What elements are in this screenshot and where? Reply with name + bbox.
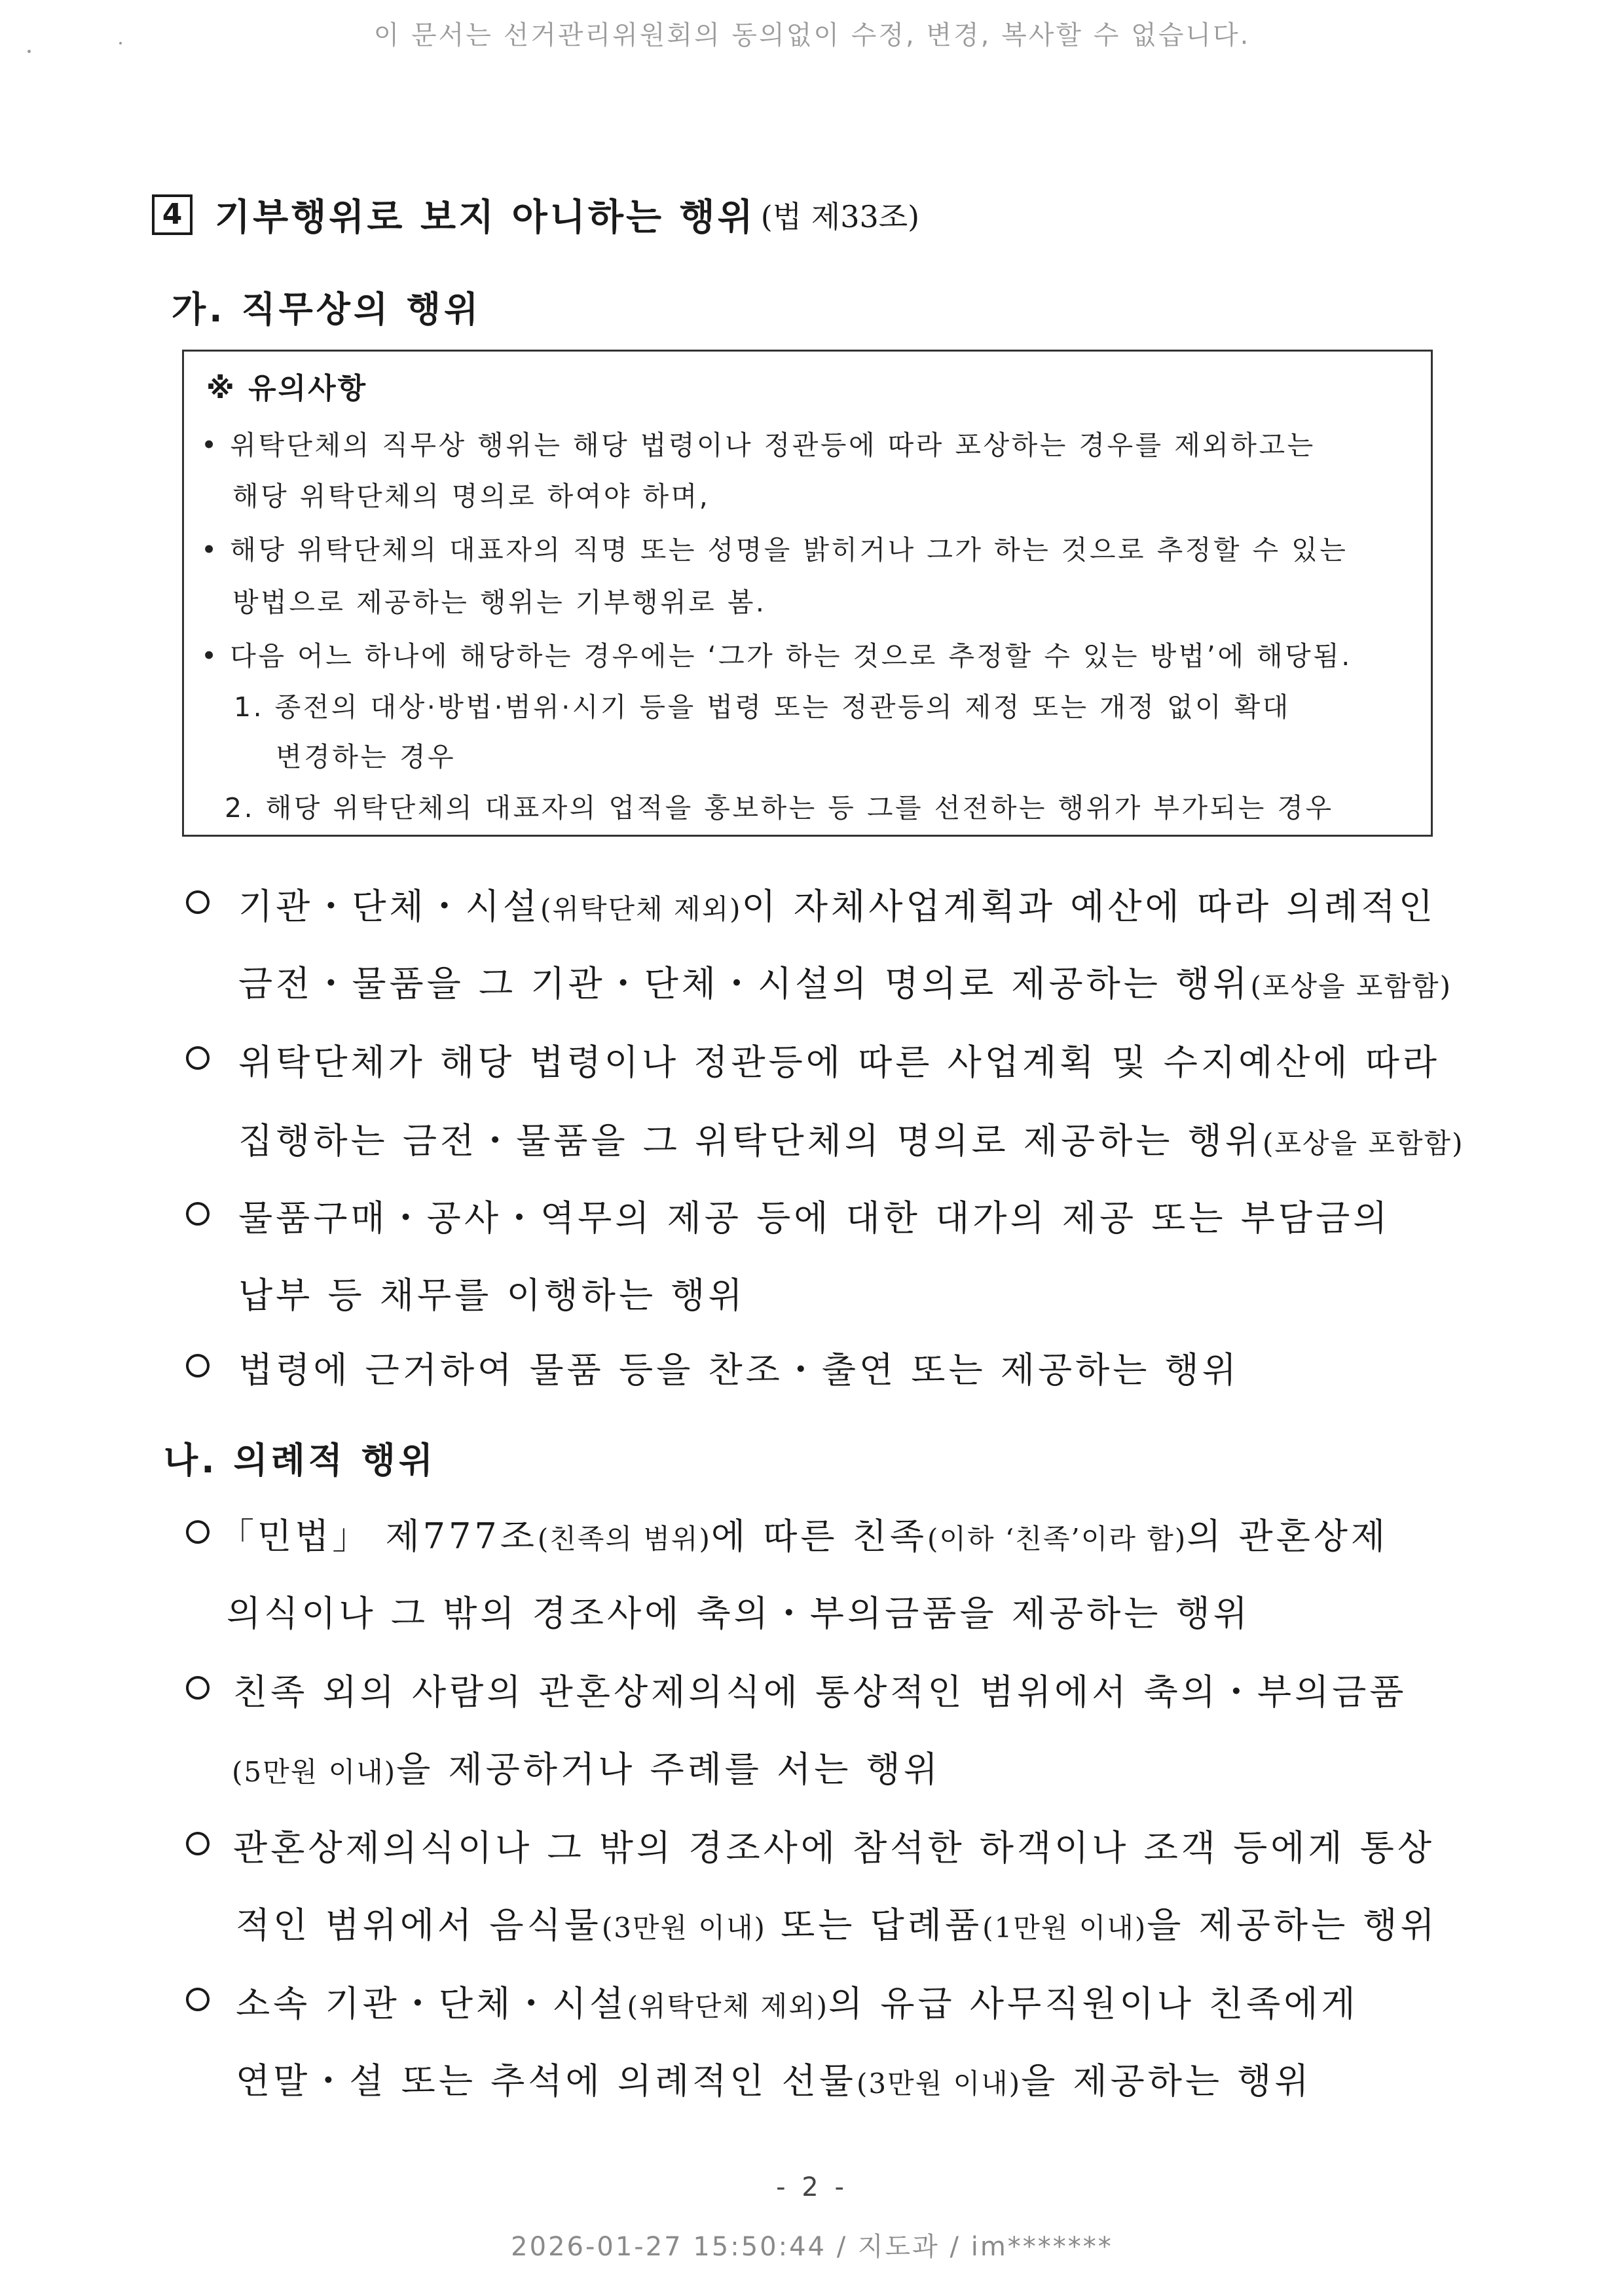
notice-line: 해당 위탁단체의 명의로 하여야 하며, bbox=[232, 481, 710, 512]
courtesy-item-2-line2: (5만원 이내)을 제공하거나 주례를 서는 행위 bbox=[232, 1749, 941, 1790]
bullet-circle-icon bbox=[186, 1832, 210, 1855]
section-number: 4 bbox=[152, 194, 193, 235]
courtesy-item-3-line1: 관혼상제의식이나 그 밖의 경조사에 참석한 하객이나 조객 등에게 통상 bbox=[233, 1827, 1435, 1868]
scan-speck bbox=[119, 42, 122, 45]
top-notice: 이 문서는 선거관리위원회의 동의없이 수정, 변경, 복사할 수 없습니다. bbox=[373, 20, 1251, 50]
scan-speck bbox=[28, 50, 31, 53]
section-reference: (법 제33조) bbox=[760, 199, 920, 234]
notice-box bbox=[182, 350, 1433, 837]
courtesy-item-2-line1: 친족 외의 사람의 관혼상제의식에 통상적인 범위에서 축의・부의금품 bbox=[233, 1671, 1407, 1713]
bullet-circle-icon bbox=[186, 1354, 210, 1377]
notice-line: • 다음 어느 하나에 해당하는 경우에는 ‘그가 하는 것으로 추정할 수 있는 방법’에 해당됨. bbox=[201, 640, 1352, 672]
print-stamp: 2026-01-27 15:50:44 / 지도과 / im******* bbox=[511, 2232, 1113, 2262]
subheading-duty: 가. 직무상의 행위 bbox=[172, 289, 482, 330]
bullet-circle-icon bbox=[186, 1046, 210, 1070]
section-title bbox=[152, 189, 919, 241]
notice-line: 1. 종전의 대상·방법·범위·시기 등을 법령 또는 정관등의 제정 또는 개정 없이 확대 bbox=[234, 691, 1291, 723]
notice-line: • 위탁단체의 직무상 행위는 해당 법령이나 정관등에 따라 포상하는 경우를 제외하고는 bbox=[201, 429, 1316, 461]
duty-item-3-line1: 물품구매・공사・역무의 제공 등에 대한 대가의 제공 또는 부담금의 bbox=[238, 1197, 1391, 1239]
duty-item-2-line2: 집행하는 금전・물품을 그 위탁단체의 명의로 제공하는 행위(포상을 포함함) bbox=[238, 1120, 1464, 1161]
section-title-text: 기부행위로 보지 아니하는 행위 bbox=[215, 196, 756, 239]
notice-line: 방법으로 제공하는 행위는 기부행위로 봄. bbox=[232, 587, 767, 618]
subheading-courtesy: 나. 의례적 행위 bbox=[164, 1440, 437, 1481]
bullet-circle-icon bbox=[186, 1202, 210, 1226]
courtesy-item-4-line2: 연말・설 또는 추석에 의례적인 선물(3만원 이내)을 제공하는 행위 bbox=[236, 2060, 1312, 2102]
courtesy-item-1-line1: 「민법」 제777조(친족의 범위)에 따른 친족(이하 ‘친족’이라 함)의 관혼상제 bbox=[219, 1516, 1389, 1557]
notice-line: • 해당 위탁단체의 대표자의 직명 또는 성명을 밝히거나 그가 하는 것으로 추정할 수 있는 bbox=[201, 534, 1348, 566]
duty-item-3-line2: 납부 등 채무를 이행하는 행위 bbox=[238, 1275, 746, 1316]
courtesy-item-4-line1: 소속 기관・단체・시설(위탁단체 제외)의 유급 사무직원이나 친족에게 bbox=[236, 1983, 1359, 2024]
courtesy-item-3-line2: 적인 범위에서 음식물(3만원 이내) 또는 답례품(1만원 이내)을 제공하는 행위 bbox=[236, 1904, 1438, 1946]
notice-title: ※ 유의사항 bbox=[206, 372, 368, 405]
bullet-circle-icon bbox=[186, 890, 210, 914]
bullet-circle-icon bbox=[186, 1520, 210, 1544]
notice-line: 2. 해당 위탁단체의 대표자의 업적을 홍보하는 등 그를 선전하는 행위가 부가되는 경우 bbox=[225, 792, 1334, 824]
bullet-circle-icon bbox=[186, 1988, 210, 2011]
bullet-circle-icon bbox=[186, 1676, 210, 1700]
duty-item-1-line2: 금전・물품을 그 기관・단체・시설의 명의로 제공하는 행위(포상을 포함함) bbox=[238, 963, 1452, 1004]
notice-line: 변경하는 경우 bbox=[276, 741, 456, 773]
courtesy-item-1-line2: 의식이나 그 밖의 경조사에 축의・부의금품을 제공하는 행위 bbox=[227, 1593, 1251, 1634]
duty-item-2-line1: 위탁단체가 해당 법령이나 정관등에 따른 사업계획 및 수지예산에 따라 bbox=[238, 1042, 1441, 1083]
page-number: - 2 - bbox=[776, 2172, 848, 2202]
duty-item-4-line1: 법령에 근거하여 물품 등을 찬조・출연 또는 제공하는 행위 bbox=[238, 1349, 1240, 1391]
duty-item-1-line1: 기관・단체・시설(위탁단체 제외)이 자체사업계획과 예산에 따라 의례적인 bbox=[238, 886, 1436, 927]
